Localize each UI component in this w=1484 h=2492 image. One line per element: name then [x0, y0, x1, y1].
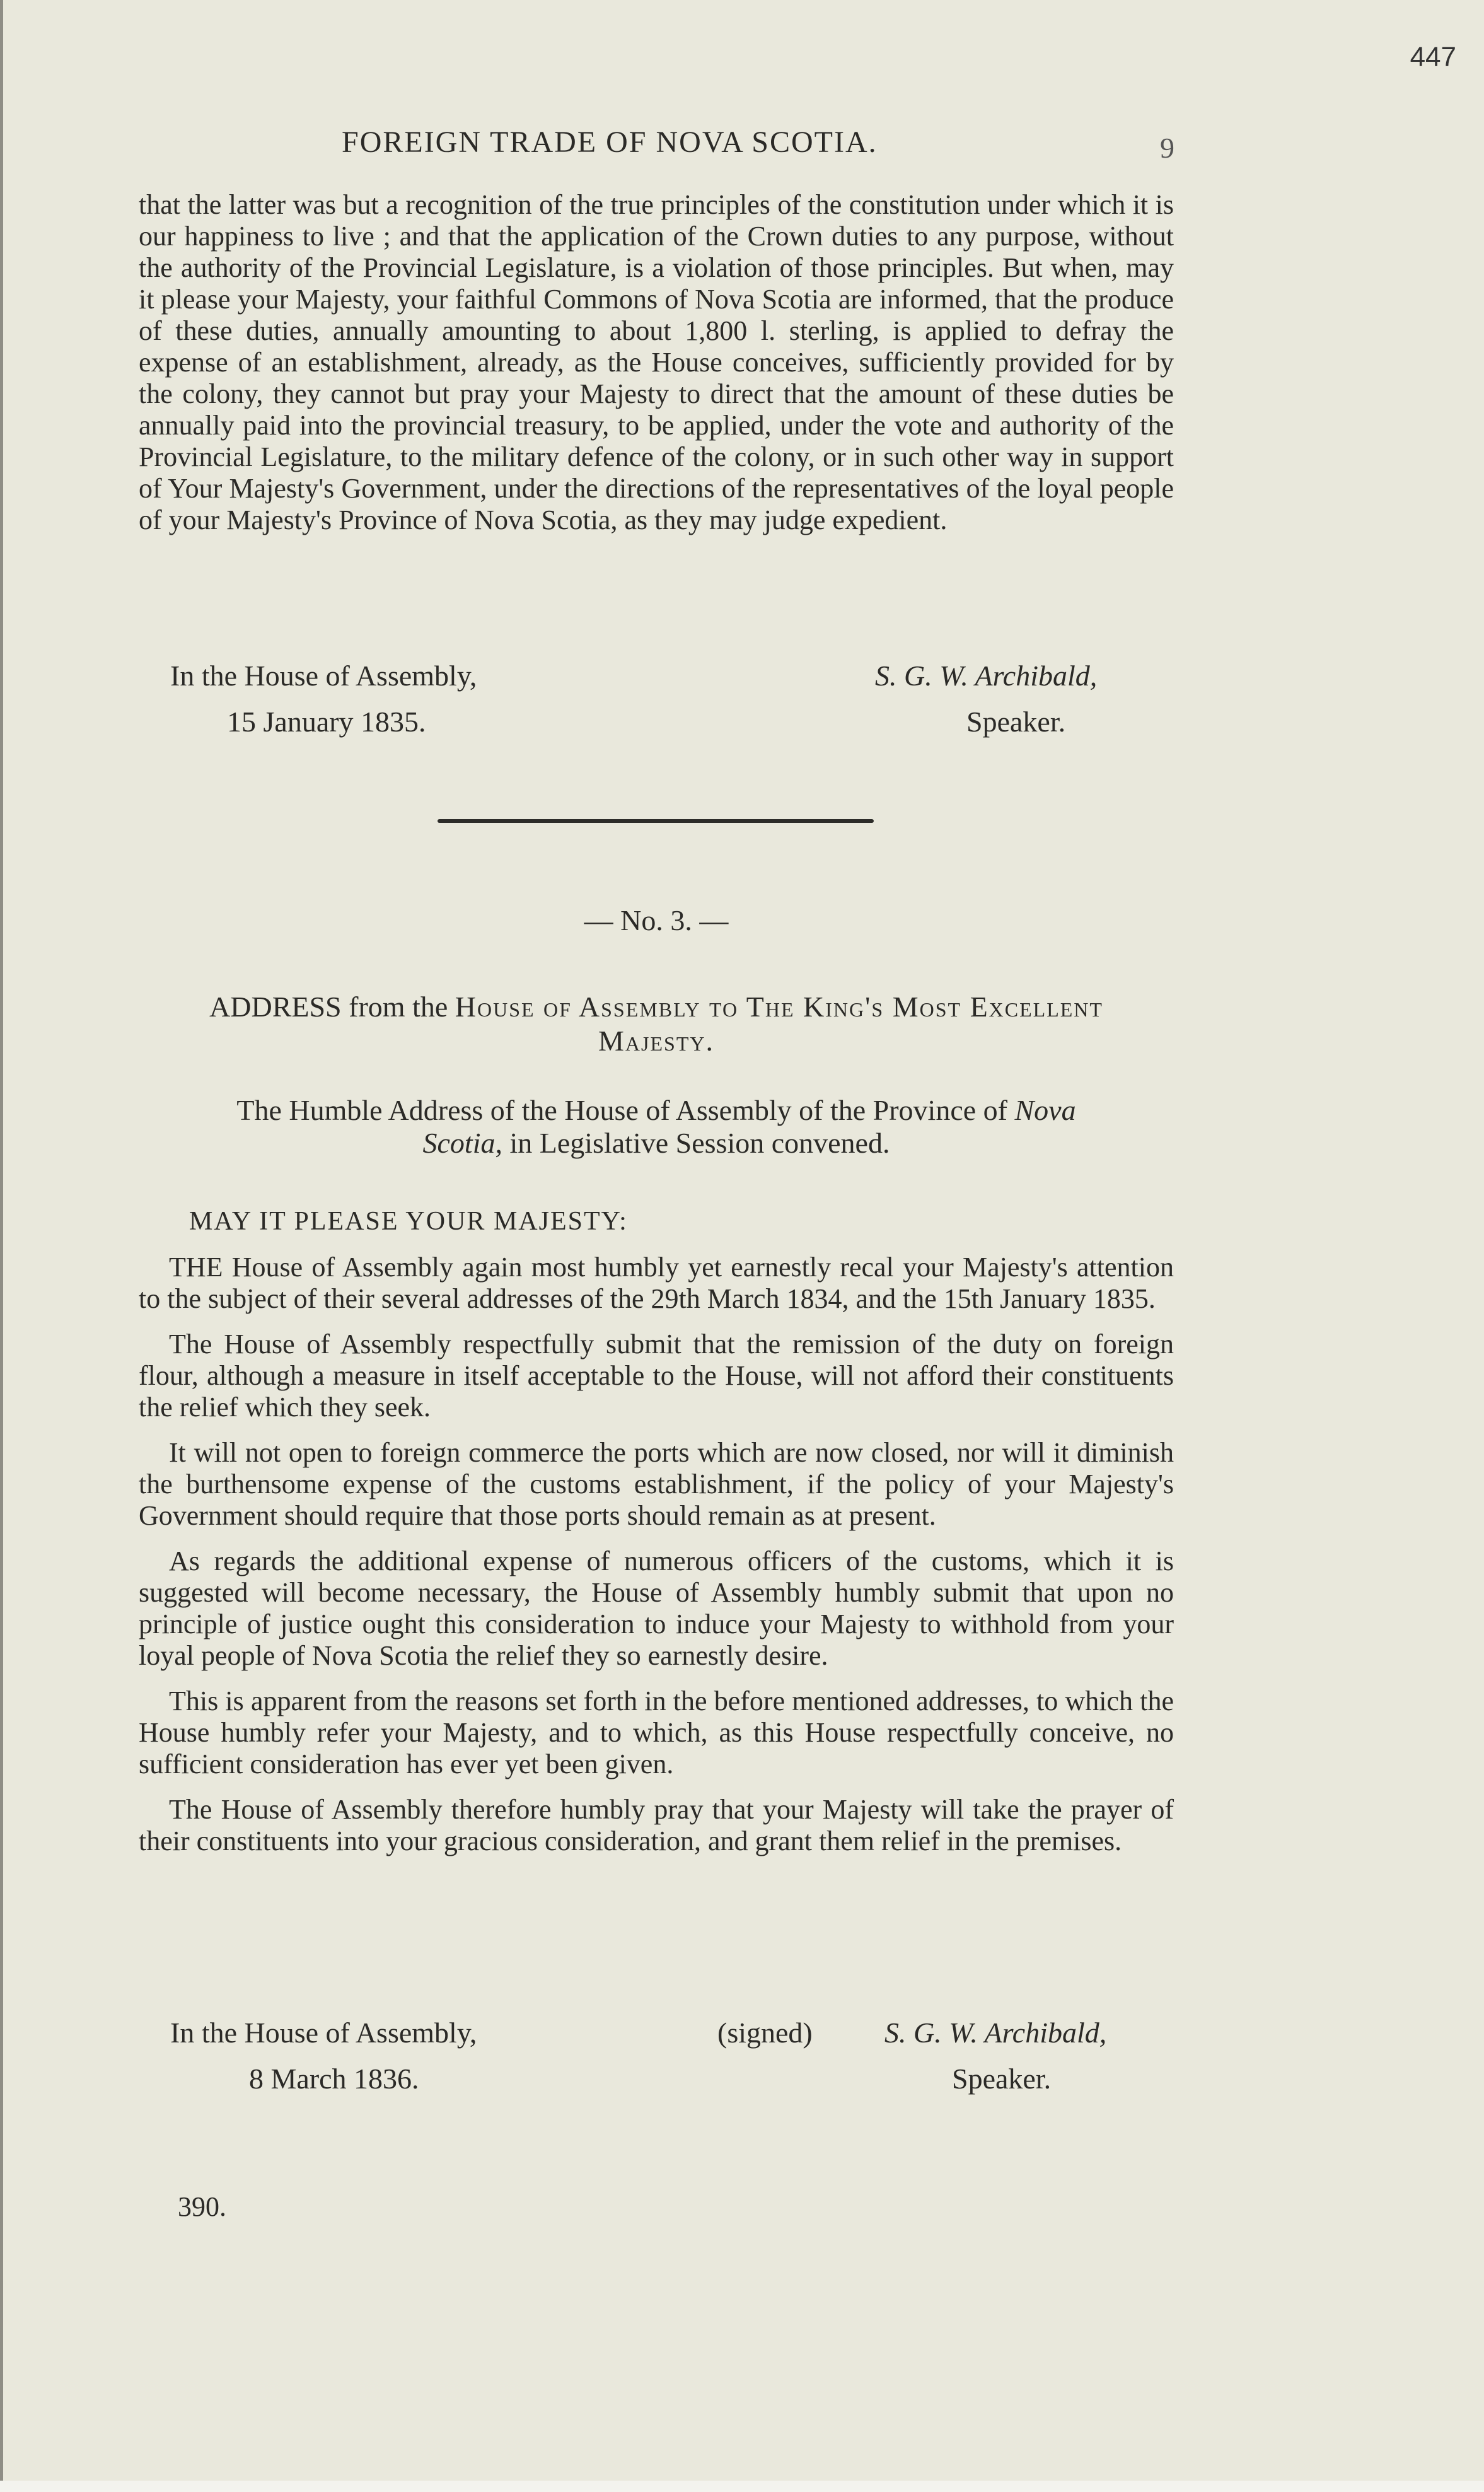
address-paragraph: THE House of Assembly again most humbly yet earnestly recal your Majesty's attention to the subject of their several addresses of the 29th March 1834, and the 15th January 1835. [139, 1252, 1174, 1314]
scan-bottom-margin [0, 2481, 1484, 2492]
address-heading-smallcaps: House of Assembly to The King's Most Excellent [455, 991, 1103, 1023]
closing-date: 8 March 1836. [249, 2063, 419, 2095]
humble-address-text: The Humble Address of the House of Assembly of the Province of [236, 1094, 1015, 1126]
closing-signature-row [139, 2016, 1174, 2054]
document-number: — No. 3. — [584, 904, 729, 936]
closing-signatory: S. G. W. Archibald, [884, 2017, 1107, 2049]
humble-address [139, 1094, 1174, 1160]
footer-signature: 390. [178, 2191, 226, 2222]
salutation: MAY IT PLEASE YOUR MAJESTY: [189, 1207, 628, 1236]
closing-role: Speaker. [952, 2063, 1052, 2095]
first-letter-body [139, 189, 1174, 536]
first-date-row [139, 705, 1174, 743]
first-role: Speaker. [966, 706, 1066, 738]
address-heading-line-2: Majesty. [598, 1025, 714, 1057]
address-paragraph: This is apparent from the reasons set forth in the before mentioned addresses, to which the House humbly refer your Majesty, and to which, as this House respectfully conceive, no sufficient consideration has ever yet been given. [139, 1686, 1174, 1779]
closing-signed: (signed) [717, 2017, 813, 2049]
first-letter-paragraph: that the latter was but a recognition of the true principles of the constitution under which it is our happiness to live ; and that the application of the Crown duties to any purpose, without the authority of the Provincial Legislature, is a violation of those principles. But when, may it please your Majesty, your faithful Commons of Nova Scotia are informed, that the produce of these duties, annually amounting to about 1,800 l. sterling, is applied to defray the expense of an establishment, already, as the House conceives, sufficiently provided for by the colony, they cannot but pray your Majesty to direct that the amount of these duties be annually paid into the provincial treasury, to be applied, under the vote and authority of the Provincial Legislature, to the military defence of the colony, or in such other way in support of Your Majesty's Government, under the directions of the representatives of the loyal people of your Majesty's Province of Nova Scotia, as they may judge expedient. [139, 189, 1174, 535]
closing-date-row [139, 2062, 1174, 2100]
page-folio: 9 [1160, 132, 1174, 164]
address-paragraph: The House of Assembly respectfully submit that the remission of the duty on foreign flour, although a measure in itself acceptable to the House, will not afford their constituents the relief which they seek. [139, 1329, 1174, 1423]
first-date: 15 January 1835. [227, 706, 426, 738]
humble-address-rest: in Legislative Session convened. [502, 1127, 890, 1159]
address-heading-line-1 [139, 990, 1174, 1024]
running-title: FOREIGN TRADE OF NOVA SCOTIA. [342, 125, 878, 159]
humble-address-line-2 [139, 1127, 1174, 1160]
humble-address-line-1 [139, 1094, 1174, 1127]
address-paragraph: It will not open to foreign commerce the ports which are now closed, nor will it diminish the burthensome expense of the customs establishment, if the policy of your Majesty's Government should require that those ports should remain as at present. [139, 1437, 1174, 1531]
humble-address-nova: Nova [1014, 1094, 1076, 1126]
address-body [139, 1252, 1174, 1871]
humble-address-scotia: Scotia, [422, 1127, 502, 1159]
address-paragraph: The House of Assembly therefore humbly pray that your Majesty will take the prayer of their constituents into your gracious consideration, and grant them relief in the premises. [139, 1794, 1174, 1856]
running-head [139, 125, 1179, 169]
first-signature-row [139, 659, 1174, 697]
first-place: In the House of Assembly, [170, 660, 477, 692]
address-heading-prefix: ADDRESS from the [209, 991, 455, 1023]
first-signatory: S. G. W. Archibald, [875, 660, 1098, 692]
section-divider [438, 819, 874, 823]
address-paragraph: As regards the additional expense of numerous officers of the customs, which it is suggested will become necessary, the House of Assembly humbly submit that upon no principle of justice ought this consideration to induce your Majesty to withhold from your loyal people of Nova Scotia the relief they so earnestly desire. [139, 1546, 1174, 1671]
archive-page-number: 447 [1410, 42, 1456, 73]
address-heading [139, 990, 1174, 1058]
closing-place: In the House of Assembly, [170, 2017, 477, 2049]
page-edge [0, 0, 3, 2492]
